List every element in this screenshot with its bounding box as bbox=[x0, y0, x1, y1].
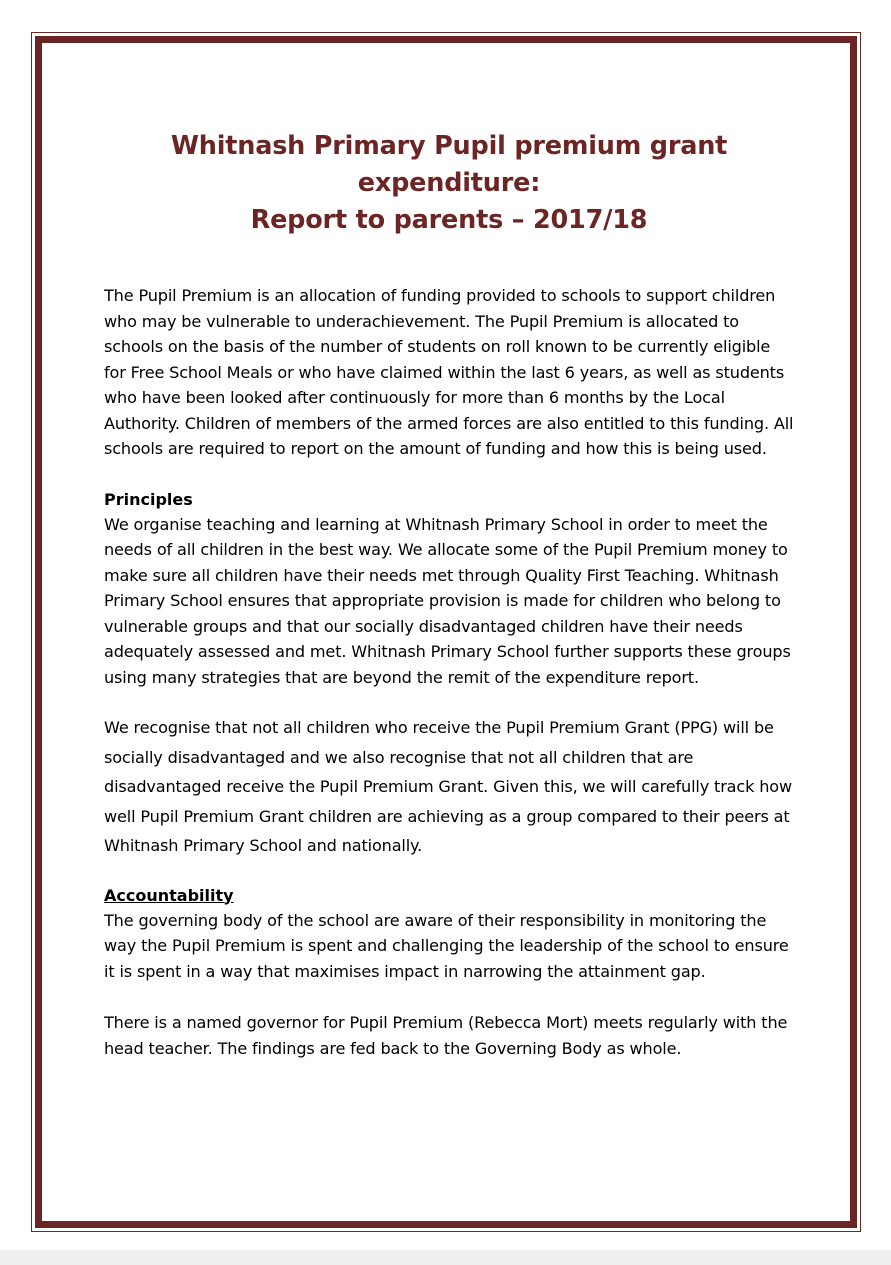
principles-paragraph-2: We recognise that not all children who receive the Pupil Premium Grant (PPG) will be socially disadvantaged and we also recognise that not all children that are disadvantaged receive the Pupil Premium Grant. Given this, we will carefully track how well Pupil Premium Grant children are achieving as a group compared to their peers at Whitnash Primary School and nationally. bbox=[104, 718, 792, 855]
viewer-background bbox=[0, 1250, 891, 1265]
accountability-paragraph-1: The governing body of the school are aware of their responsibility in monitoring the way the Pupil Premium is spent and challenging the leadership of the school to ensure it is spent in a way that maximises impact in narrowing the attainment gap. bbox=[104, 910, 789, 981]
accountability-heading: Accountability bbox=[104, 885, 234, 905]
principles-heading: Principles bbox=[104, 489, 193, 509]
intro-paragraph: The Pupil Premium is an allocation of funding provided to schools to support children who may be vulnerable to underachievement. The Pupil Premium is allocated to schools on the basis of the number of students on roll known to be currently eligible for Free School Meals or who have claimed within the last 6 years, as well as students who have been looked after continuously for more than 6 months by the Local Authority. Children of members of the armed forces are also entitled to this funding. All schools are required to report on the amount of funding and how this is being used. bbox=[104, 286, 794, 458]
document-content bbox=[104, 128, 794, 1061]
principles-paragraph-1: We organise teaching and learning at Whitnash Primary School in order to meet the needs of all children in the best way. We allocate some of the Pupil Premium money to make sure all children have their needs met through Quality First Teaching. Whitnash Primary School ensures that appropriate provision is made for children who belong to vulnerable groups and that our socially disadvantaged children have their needs adequately assessed and met. Whitnash Primary School further supports these groups using many strategies that are beyond the remit of the expenditure report. bbox=[104, 514, 791, 687]
document-title bbox=[104, 128, 794, 239]
title-line-2: Report to parents – 2017/18 bbox=[250, 205, 648, 235]
title-line-1: Whitnash Primary Pupil premium grant expenditure: bbox=[170, 131, 728, 198]
accountability-paragraph-2: There is a named governor for Pupil Premium (Rebecca Mort) meets regularly with the head teacher. The findings are fed back to the Governing Body as whole. bbox=[104, 1013, 788, 1058]
